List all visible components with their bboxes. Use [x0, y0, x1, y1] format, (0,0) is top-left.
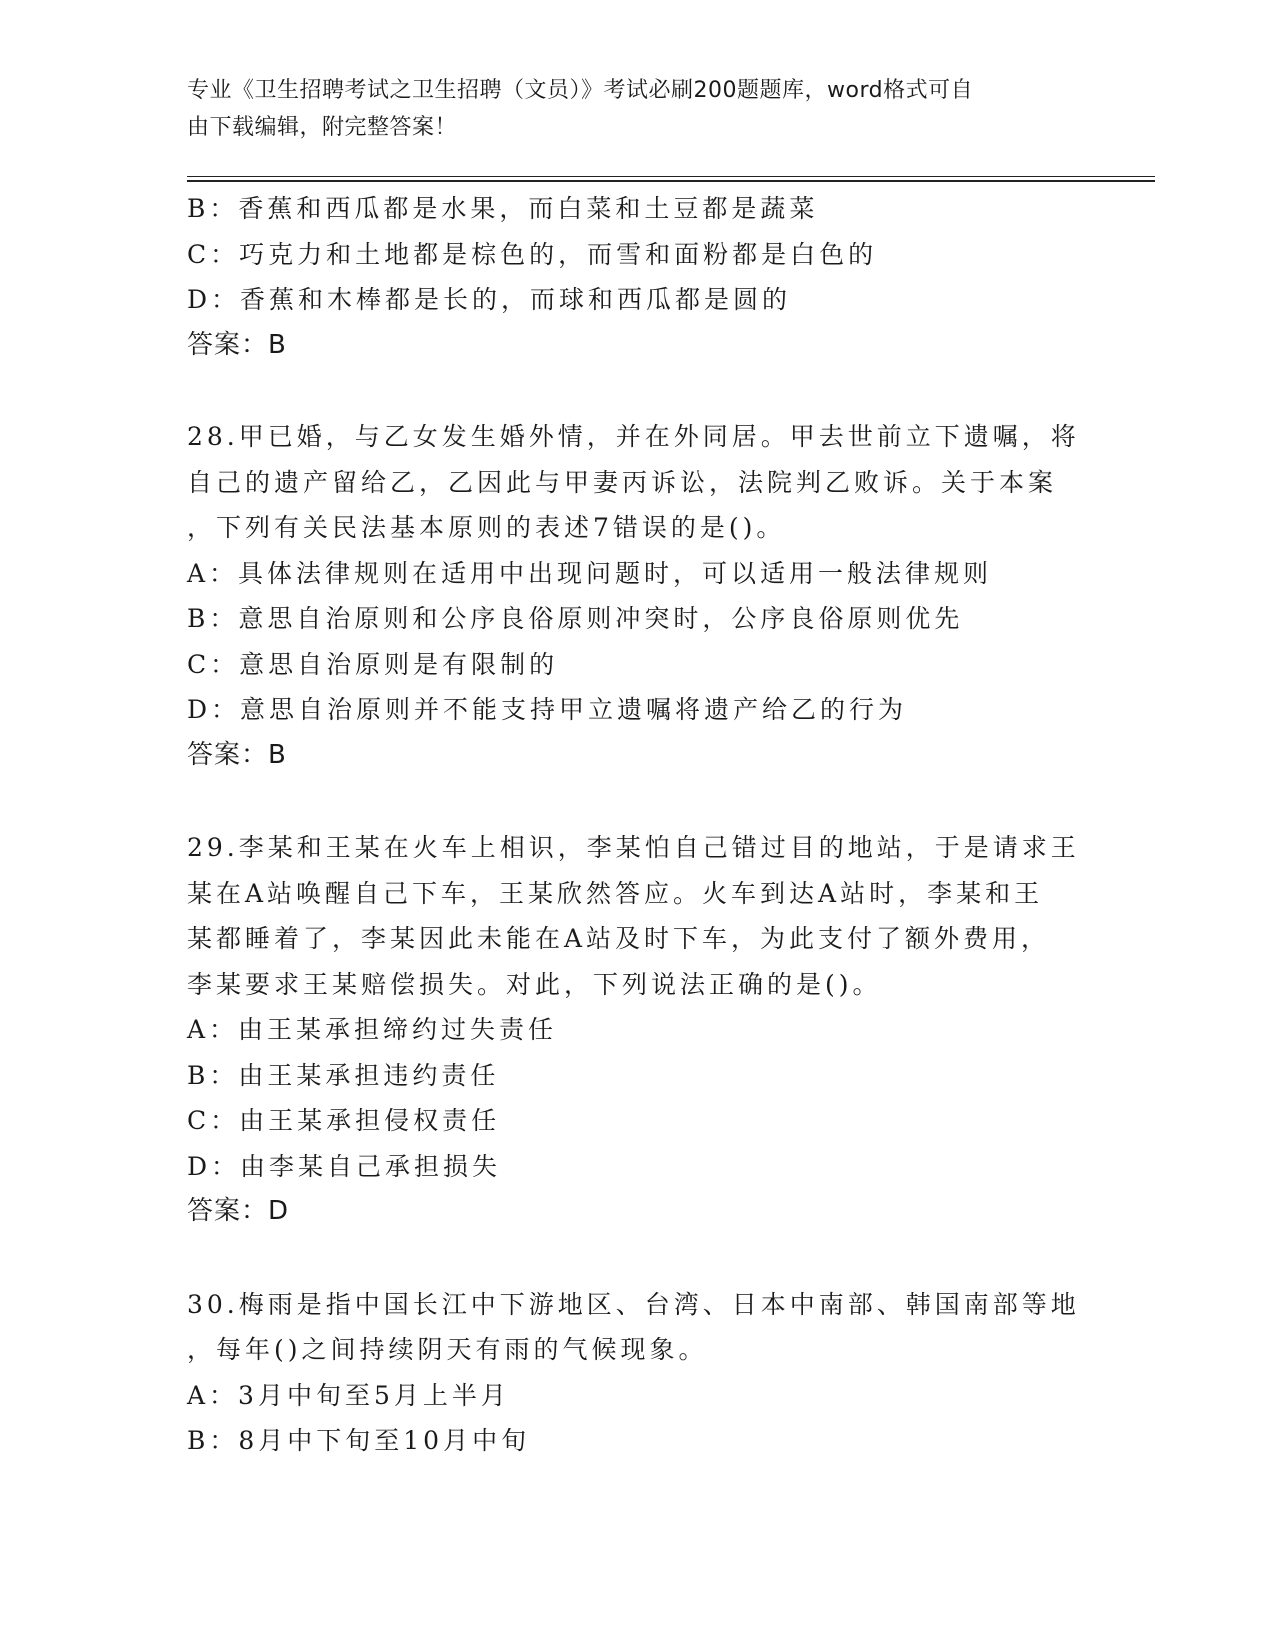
question-29-stem-line-4: 李某要求王某赔偿损失。对此，下列说法正确的是()。	[187, 969, 882, 999]
question-28-option-d: D：意思自治原则并不能支持甲立遗嘱将遗产给乙的行为	[187, 695, 908, 724]
document-header	[187, 72, 1087, 146]
question-28-option-a: A：具体法律规则在适用中出现问题时，可以适用一般法律规则	[187, 558, 993, 588]
question-30-stem-line-1: 30.梅雨是指中国长江中下游地区、台湾、日本中南部、韩国南部等地	[187, 1289, 1080, 1319]
question-30-option-a: A：3月中旬至5月上半月	[187, 1380, 510, 1410]
question-28-stem-line-1: 28.甲已婚，与乙女发生婚外情，并在外同居。甲去世前立下遗嘱，将	[187, 422, 1080, 451]
question-27-option-d: D：香蕉和木棒都是长的，而球和西瓜都是圆的	[187, 285, 792, 314]
question-29-option-b: B：由王某承担违约责任	[187, 1060, 500, 1090]
question-28-option-b: B：意思自治原则和公序良俗原则冲突时，公序良俗原则优先	[187, 604, 964, 633]
question-29-option-a: A：由王某承担缔约过失责任	[187, 1015, 558, 1044]
question-spacer	[187, 1235, 1107, 1282]
question-spacer	[187, 368, 1107, 414]
question-29	[187, 825, 1107, 1235]
question-29-stem-line-2: 某在A站唤醒自己下车，王某欣然答应。火车到达A站时，李某和王	[187, 878, 1044, 908]
header-line-1: 专业《卫生招聘考试之卫生招聘（文员）》考试必刷200题题库，word格式可自	[187, 78, 974, 103]
question-29-answer: 答案：D	[187, 1196, 290, 1226]
question-29-stem-line-3: 某都睡着了，李某因此未能在A站及时下车，为此支付了额外费用，	[187, 924, 1051, 953]
question-28-answer: 答案：B	[187, 739, 287, 770]
question-28-stem-line-2: 自己的遗产留给乙，乙因此与甲妻丙诉讼，法院判乙败诉。关于本案	[187, 467, 1058, 497]
question-30-option-b: B：8月中下旬至10月中旬	[187, 1426, 531, 1455]
question-list	[187, 186, 1107, 1464]
question-28-stem-line-3: ，下列有关民法基本原则的表述7错误的是()。	[187, 513, 786, 542]
question-30	[187, 1282, 1107, 1464]
question-spacer	[187, 778, 1107, 825]
question-28	[187, 414, 1107, 778]
question-29-stem-line-1: 29.李某和王某在火车上相识，李某怕自己错过目的地站，于是请求王	[187, 833, 1080, 862]
question-28-option-c: C：意思自治原则是有限制的	[187, 649, 559, 679]
question-30-stem-line-2: ，每年()之间持续阴天有雨的气候现象。	[187, 1335, 708, 1364]
question-27	[187, 186, 1107, 368]
question-29-option-d: D：由李某自己承担损失	[187, 1151, 502, 1181]
header-divider-thin	[187, 176, 1155, 177]
question-27-answer: 答案：B	[187, 329, 287, 360]
question-27-option-b: B：香蕉和西瓜都是水果，而白菜和土豆都是蔬菜	[187, 194, 819, 223]
header-line-2: 由下载编辑，附完整答案！	[187, 115, 458, 140]
question-27-option-c: C：巧克力和土地都是棕色的，而雪和面粉都是白色的	[187, 239, 878, 269]
question-29-option-c: C：由王某承担侵权责任	[187, 1106, 501, 1135]
header-divider-thick	[187, 180, 1155, 182]
